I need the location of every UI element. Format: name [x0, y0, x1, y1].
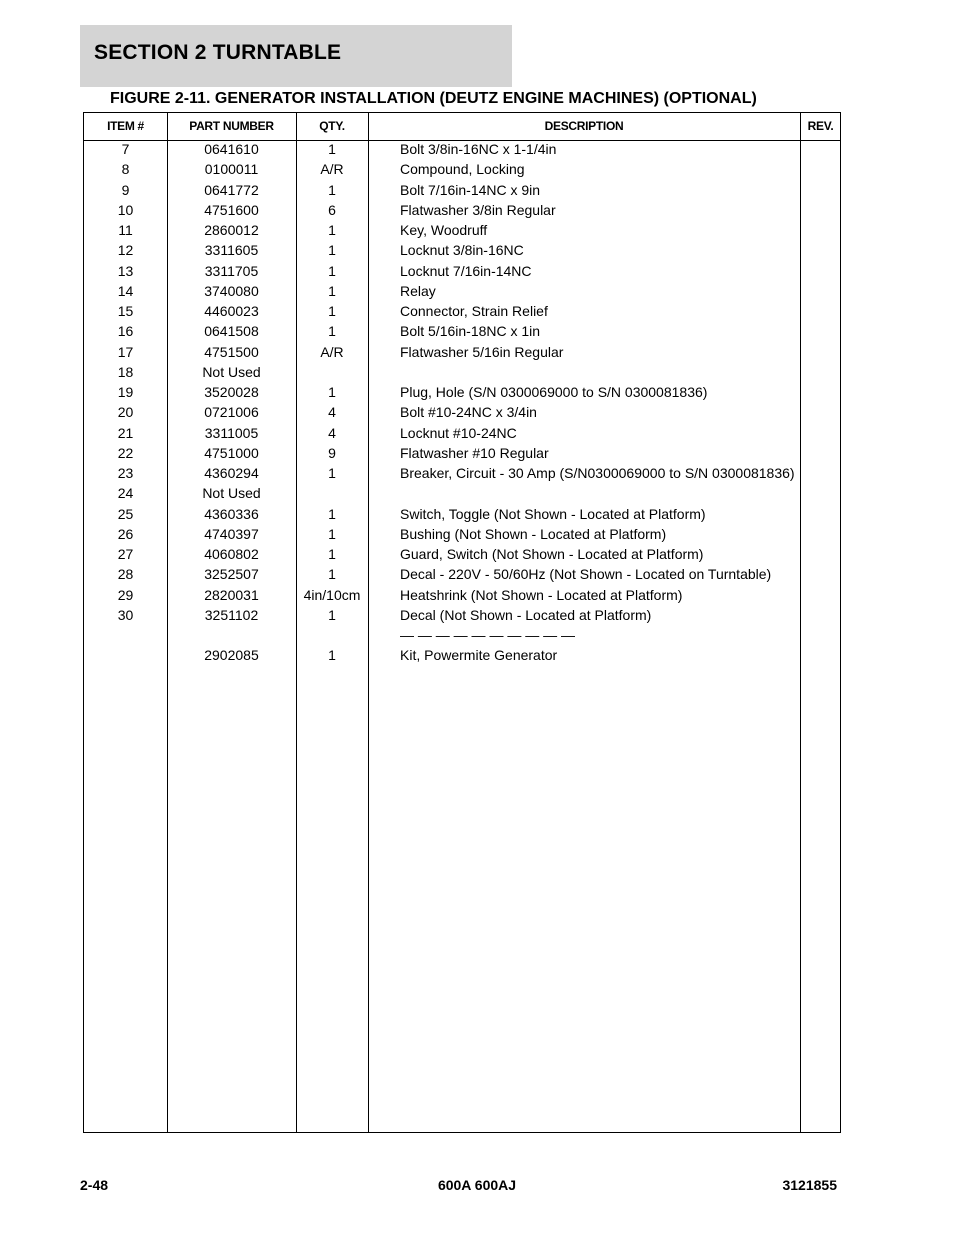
table-row	[84, 222, 840, 242]
part-number: 4460023	[204, 303, 259, 319]
table-row	[84, 303, 840, 323]
part-number: 0721006	[204, 404, 259, 421]
item-number: 14	[117, 282, 134, 299]
quantity: 1	[328, 505, 336, 522]
item-number: 18	[117, 363, 134, 380]
part-number: 0641772	[204, 181, 259, 198]
item-number: 12	[117, 242, 134, 259]
parts-table	[83, 112, 841, 1133]
item-number: 23	[117, 465, 134, 481]
table-row	[84, 202, 840, 222]
part-number: 4060802	[204, 546, 259, 562]
description: Plug, Hole (S/N 0300069000 to S/N 0300081836)	[400, 384, 708, 400]
table-row	[84, 344, 840, 364]
description: Bolt 3/8in-16NC x 1-1/4in	[400, 141, 557, 157]
part-number: 3740080	[204, 282, 259, 299]
quantity: 6	[328, 201, 336, 218]
item-number: 21	[117, 424, 134, 441]
item-number: 9	[121, 181, 130, 198]
description: Switch, Toggle (Not Shown - Located at Platform)	[400, 505, 706, 522]
table-row	[84, 404, 840, 424]
part-number: Not Used	[202, 363, 261, 380]
quantity: 1	[328, 303, 336, 319]
quantity: 1	[328, 141, 336, 157]
table-row	[84, 526, 840, 546]
quantity: 1	[328, 222, 336, 238]
item-number: 11	[118, 222, 133, 238]
quantity: 1	[328, 606, 336, 623]
part-number: 4751000	[204, 444, 259, 461]
part-number: 3311605	[204, 242, 259, 259]
table-row	[84, 566, 840, 586]
table-row	[84, 182, 840, 202]
quantity: 1	[328, 546, 336, 562]
item-number: 20	[117, 404, 134, 421]
part-number: 3311705	[204, 262, 259, 279]
item-number: 7	[121, 141, 130, 157]
part-number: 4360294	[204, 465, 259, 481]
item-number: 16	[117, 323, 134, 340]
quantity: 4	[328, 424, 336, 441]
item-number: 8	[121, 161, 130, 178]
part-number: 3311005	[204, 424, 259, 441]
table-row	[84, 607, 840, 627]
description: Heatshrink (Not Shown - Located at Platform)	[400, 586, 683, 603]
header-part-number: PART NUMBER	[189, 119, 274, 133]
table-row	[84, 384, 840, 404]
quantity: A/R	[320, 343, 344, 360]
quantity: 1	[328, 647, 336, 664]
table-row	[84, 364, 840, 384]
table-row	[84, 445, 840, 465]
item-number: 28	[117, 566, 134, 583]
item-number: 10	[117, 201, 134, 218]
part-number: 2860012	[204, 222, 259, 238]
item-number: 25	[117, 505, 134, 522]
part-number: 3520028	[204, 384, 259, 400]
description: Bushing (Not Shown - Located at Platform)	[400, 525, 667, 542]
quantity: 1	[328, 384, 336, 400]
part-number: Not Used	[202, 485, 261, 502]
description: Breaker, Circuit - 30 Amp (S/N0300069000 to S/N 0300081836)	[400, 465, 795, 481]
description: Connector, Strain Relief	[400, 303, 548, 319]
table-header	[84, 113, 840, 141]
description: Locknut 3/8in-16NC	[400, 242, 524, 259]
part-number: 2902085	[204, 647, 259, 664]
part-number: 4751500	[204, 343, 259, 360]
description: Decal - 220V - 50/60Hz (Not Shown - Located on Turntable)	[400, 566, 772, 583]
header-qty: QTY.	[319, 119, 345, 133]
figure-title: FIGURE 2-11. GENERATOR INSTALLATION (DEUTZ ENGINE MACHINES) (OPTIONAL)	[110, 90, 757, 107]
document-number: 3121855	[782, 1177, 837, 1193]
table-row	[84, 161, 840, 181]
quantity: 1	[328, 282, 336, 299]
item-number: 13	[117, 262, 134, 279]
item-number: 30	[117, 606, 134, 623]
table-row	[84, 242, 840, 262]
description: Locknut #10-24NC	[400, 424, 517, 441]
header-description: DESCRIPTION	[544, 119, 624, 133]
quantity: 4	[328, 404, 336, 421]
description: Key, Woodruff	[400, 222, 488, 238]
table-row	[84, 323, 840, 343]
table-row	[84, 587, 840, 607]
quantity: A/R	[320, 161, 344, 178]
table-row	[84, 465, 840, 485]
description: Flatwasher 5/16in Regular	[400, 343, 564, 360]
quantity: 1	[328, 323, 336, 340]
part-number: 0641610	[204, 141, 259, 157]
quantity: 4in/10cm	[303, 586, 361, 603]
part-number: 0641508	[204, 323, 259, 340]
quantity: 1	[328, 262, 336, 279]
part-number: 3251102	[204, 606, 259, 623]
quantity: 1	[328, 465, 336, 481]
header-item: ITEM #	[107, 119, 144, 133]
table-row	[84, 485, 840, 505]
description: Flatwasher #10 Regular	[400, 444, 549, 461]
quantity: 1	[328, 566, 336, 583]
table-row	[84, 546, 840, 566]
part-number: 4740397	[204, 525, 259, 542]
part-number: 3252507	[204, 566, 259, 583]
quantity: 1	[328, 242, 336, 259]
item-number: 29	[117, 586, 134, 603]
section-title: SECTION 2 TURNTABLE	[94, 41, 342, 64]
item-number: 17	[117, 343, 134, 360]
description: Locknut 7/16in-14NC	[400, 262, 532, 279]
header-rev: REV.	[807, 119, 834, 133]
table-row	[84, 283, 840, 303]
item-number: 15	[117, 303, 134, 319]
description: Relay	[400, 282, 436, 299]
item-number: 24	[117, 485, 134, 502]
part-number: 2820031	[204, 586, 259, 603]
part-number: 4751600	[204, 201, 259, 218]
description: Bolt 5/16in-18NC x 1in	[400, 323, 541, 340]
quantity: 9	[328, 444, 336, 461]
table-row	[84, 141, 840, 161]
description: Bolt #10-24NC x 3/4in	[400, 404, 537, 421]
item-number: 27	[117, 546, 134, 562]
description: Kit, Powermite Generator	[400, 647, 558, 664]
item-number: 26	[117, 525, 134, 542]
description: Compound, Locking	[400, 161, 525, 178]
quantity: 1	[328, 525, 336, 542]
description: — — — — — — — — — —	[400, 627, 576, 643]
description: Decal (Not Shown - Located at Platform)	[400, 606, 652, 623]
description: Flatwasher 3/8in Regular	[400, 201, 556, 218]
section-banner	[80, 25, 512, 87]
item-number: 22	[117, 444, 134, 461]
part-number: 0100011	[204, 161, 259, 178]
model-name: 600A 600AJ	[437, 1177, 517, 1193]
table-row	[84, 263, 840, 283]
part-number: 4360336	[204, 505, 259, 522]
quantity: 1	[328, 181, 336, 198]
table-row	[84, 425, 840, 445]
page-number: 2-48	[80, 1177, 109, 1193]
item-number: 19	[117, 384, 134, 400]
description: Bolt 7/16in-14NC x 9in	[400, 181, 541, 198]
description: Guard, Switch (Not Shown - Located at Platform)	[400, 546, 704, 562]
table-row	[84, 627, 840, 647]
table-row	[84, 647, 840, 667]
table-row	[84, 506, 840, 526]
